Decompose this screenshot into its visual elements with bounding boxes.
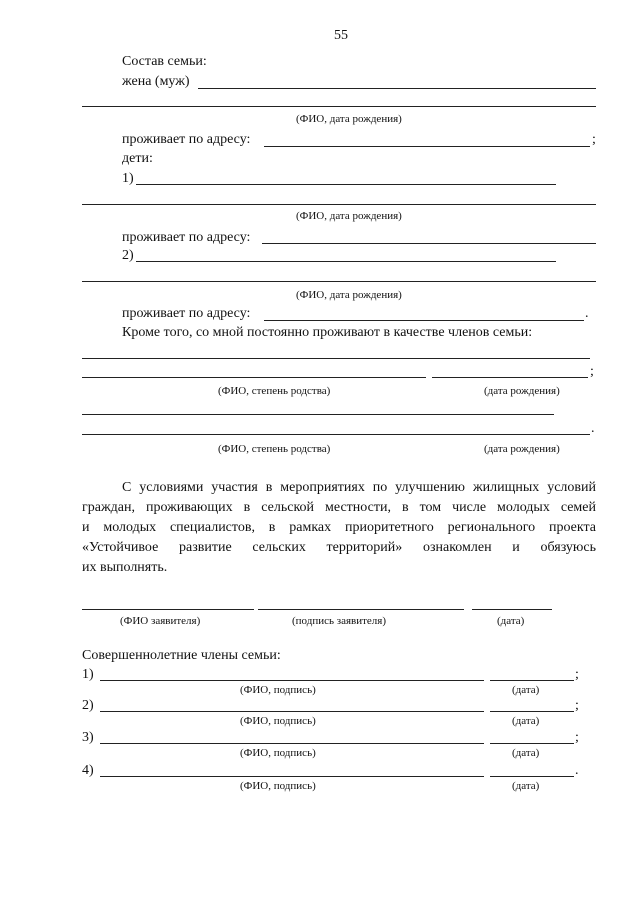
applicant-date-caption: (дата) [497, 615, 525, 627]
child-1-fio-line-continued[interactable] [82, 204, 596, 205]
child-2-fio-line[interactable] [136, 261, 556, 262]
child-1-fio-line[interactable] [136, 184, 556, 185]
child-2-fio-caption: (ФИО, дата рождения) [296, 289, 402, 301]
agreement-line-2: граждан, проживающих в сельской местности, в том числе молодых семей [82, 500, 596, 515]
agreement-line-3: и молодых специалистов, в рамках приоритетного регионального проекта [82, 520, 596, 535]
page-number: 55 [334, 28, 348, 43]
children-label: дети: [122, 151, 153, 166]
spouse-fio-caption: (ФИО, дата рождения) [296, 113, 402, 125]
child-2-address-end: . [585, 306, 589, 321]
adult-1-date-line[interactable] [490, 680, 574, 681]
applicant-fio-line[interactable] [82, 609, 254, 610]
adult-3-date-caption: (дата) [512, 747, 540, 759]
applicant-signature-line[interactable] [258, 609, 464, 610]
child-2-address-label: проживает по адресу: [122, 306, 251, 321]
other-member-2-date-caption: (дата рождения) [484, 443, 560, 455]
other-members-text: Кроме того, со мной постоянно проживают в качестве членов семьи: [122, 325, 533, 340]
adult-4-date-line[interactable] [490, 776, 574, 777]
child-1-address-label: проживает по адресу: [122, 230, 251, 245]
adult-2-fio-caption: (ФИО, подпись) [240, 715, 316, 727]
adults-heading: Совершеннолетние члены семьи: [82, 648, 281, 663]
adult-3-date-line[interactable] [490, 743, 574, 744]
adult-2-number: 2) [82, 698, 94, 713]
other-member-1-fio-line[interactable] [82, 377, 426, 378]
spouse-address-label: проживает по адресу: [122, 132, 251, 147]
other-member-1-line[interactable] [82, 358, 590, 359]
other-member-1-date-line[interactable] [432, 377, 588, 378]
spouse-address-end: ; [592, 132, 596, 147]
spouse-address-line[interactable] [264, 146, 590, 147]
adult-2-fio-line[interactable] [100, 711, 484, 712]
child-1-fio-caption: (ФИО, дата рождения) [296, 210, 402, 222]
adult-4-date-caption: (дата) [512, 780, 540, 792]
child-2-address-line[interactable] [264, 320, 584, 321]
applicant-signature-caption: (подпись заявителя) [292, 615, 387, 627]
adult-1-number: 1) [82, 667, 94, 682]
adult-1-fio-line[interactable] [100, 680, 484, 681]
child-2-number: 2) [122, 248, 134, 263]
adult-3-fio-line[interactable] [100, 743, 484, 744]
adult-4-end: . [575, 763, 579, 778]
spouse-label: жена (муж) [122, 74, 190, 89]
other-member-2-fio-line[interactable] [82, 434, 590, 435]
family-heading: Состав семьи: [122, 54, 207, 69]
adult-3-number: 3) [82, 730, 94, 745]
adult-2-end: ; [575, 698, 579, 713]
child-2-fio-line-continued[interactable] [82, 281, 596, 282]
other-member-2-fio-caption: (ФИО, степень родства) [218, 443, 331, 455]
child-1-address-line[interactable] [262, 243, 596, 244]
agreement-line-5: их выполнять. [82, 560, 168, 575]
other-member-1-end: ; [590, 364, 594, 379]
agreement-line-4: «Устойчивое развитие сельских территорий» ознакомлен и обязуюсь [82, 540, 596, 555]
adult-3-fio-caption: (ФИО, подпись) [240, 747, 316, 759]
other-member-1-date-caption: (дата рождения) [484, 385, 560, 397]
adult-1-date-caption: (дата) [512, 684, 540, 696]
adult-4-number: 4) [82, 763, 94, 778]
applicant-date-line[interactable] [472, 609, 552, 610]
child-1-number: 1) [122, 171, 134, 186]
spouse-fio-line[interactable] [198, 88, 596, 89]
agreement-line-1: С условиями участия в мероприятиях по улучшению жилищных условий [122, 480, 596, 495]
other-member-2-end: . [591, 421, 595, 436]
adult-2-date-line[interactable] [490, 711, 574, 712]
adult-2-date-caption: (дата) [512, 715, 540, 727]
adult-1-fio-caption: (ФИО, подпись) [240, 684, 316, 696]
spouse-fio-line-continued[interactable] [82, 106, 596, 107]
adult-1-end: ; [575, 667, 579, 682]
adult-3-end: ; [575, 730, 579, 745]
adult-4-fio-caption: (ФИО, подпись) [240, 780, 316, 792]
other-member-2-line[interactable] [82, 414, 554, 415]
other-member-1-fio-caption: (ФИО, степень родства) [218, 385, 331, 397]
agreement-paragraph [82, 478, 596, 578]
applicant-fio-caption: (ФИО заявителя) [120, 615, 201, 627]
adult-4-fio-line[interactable] [100, 776, 484, 777]
